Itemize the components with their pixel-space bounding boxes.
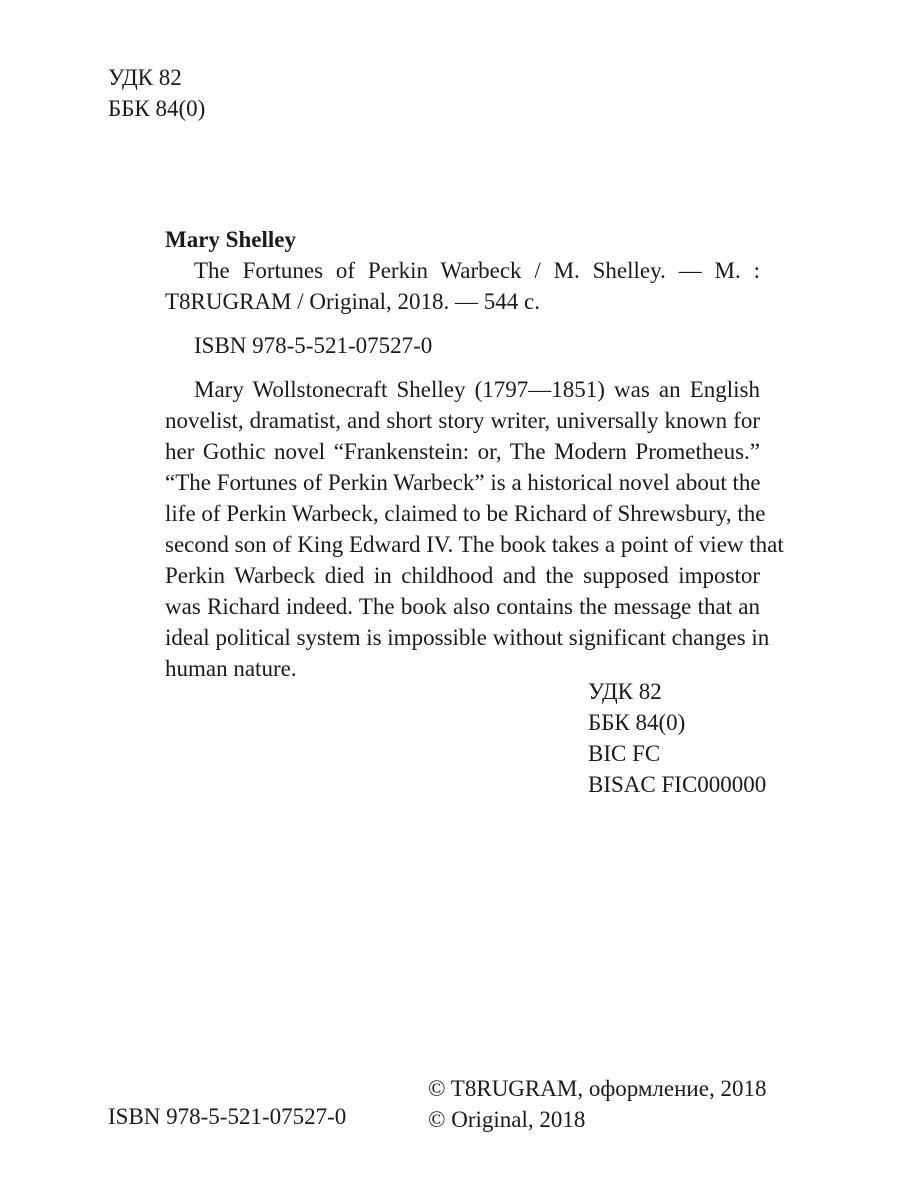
isbn-number: ISBN 978-5-521-07527-0: [108, 1104, 347, 1129]
entry-isbn: ISBN 978-5-521-07527-0: [194, 333, 433, 358]
annotation-line: life of Perkin Warbeck, claimed to be Richard of Shrewsbury, the: [165, 501, 766, 526]
bic-code: BIC FC: [588, 741, 661, 766]
annotation-line: ideal political system is impossible without significant changes in: [165, 625, 770, 650]
bbk-code: ББК 84(0): [108, 96, 206, 121]
annotation-line: Perkin Warbeck died in childhood and the supposed impostor: [165, 563, 760, 588]
annotation-line: was Richard indeed. The book also contains the message that an: [165, 594, 760, 619]
copyright-line-1: © T8RUGRAM, оформление, 2018: [428, 1076, 767, 1101]
annotation-line: “The Fortunes of Perkin Warbeck” is a historical novel about the: [165, 470, 761, 495]
annotation-line: her Gothic novel “Frankenstein: or, The Modern Prometheus.”: [165, 439, 760, 464]
annotation-paragraph: [165, 374, 784, 684]
title-line-1: The Fortunes of Perkin Warbeck / M. Shelley. — M. :: [194, 258, 760, 283]
udk-code: УДК 82: [108, 65, 182, 90]
catalog-entry: [165, 224, 784, 684]
annotation-line: Mary Wollstonecraft Shelley (1797—1851) was an English: [194, 377, 760, 402]
annotation-line: second son of King Edward IV. The book takes a point of view that: [165, 532, 784, 557]
bottom-isbn: [108, 1101, 346, 1132]
title-line-2: T8RUGRAM / Original, 2018. — 544 c.: [165, 289, 541, 314]
bisac-code: BISAC FIC000000: [588, 772, 767, 797]
annotation-line: human nature.: [165, 656, 297, 681]
bbk-code: ББК 84(0): [588, 710, 686, 735]
right-classification-codes: [588, 676, 766, 800]
annotation-line: novelist, dramatist, and short story writer, universally known for: [165, 408, 760, 433]
udk-code: УДК 82: [588, 679, 662, 704]
author-name: Mary Shelley: [165, 227, 296, 252]
top-classification-codes: [108, 62, 205, 124]
copyright-notice: [428, 1073, 766, 1135]
copyright-line-2: © Original, 2018: [428, 1107, 586, 1132]
